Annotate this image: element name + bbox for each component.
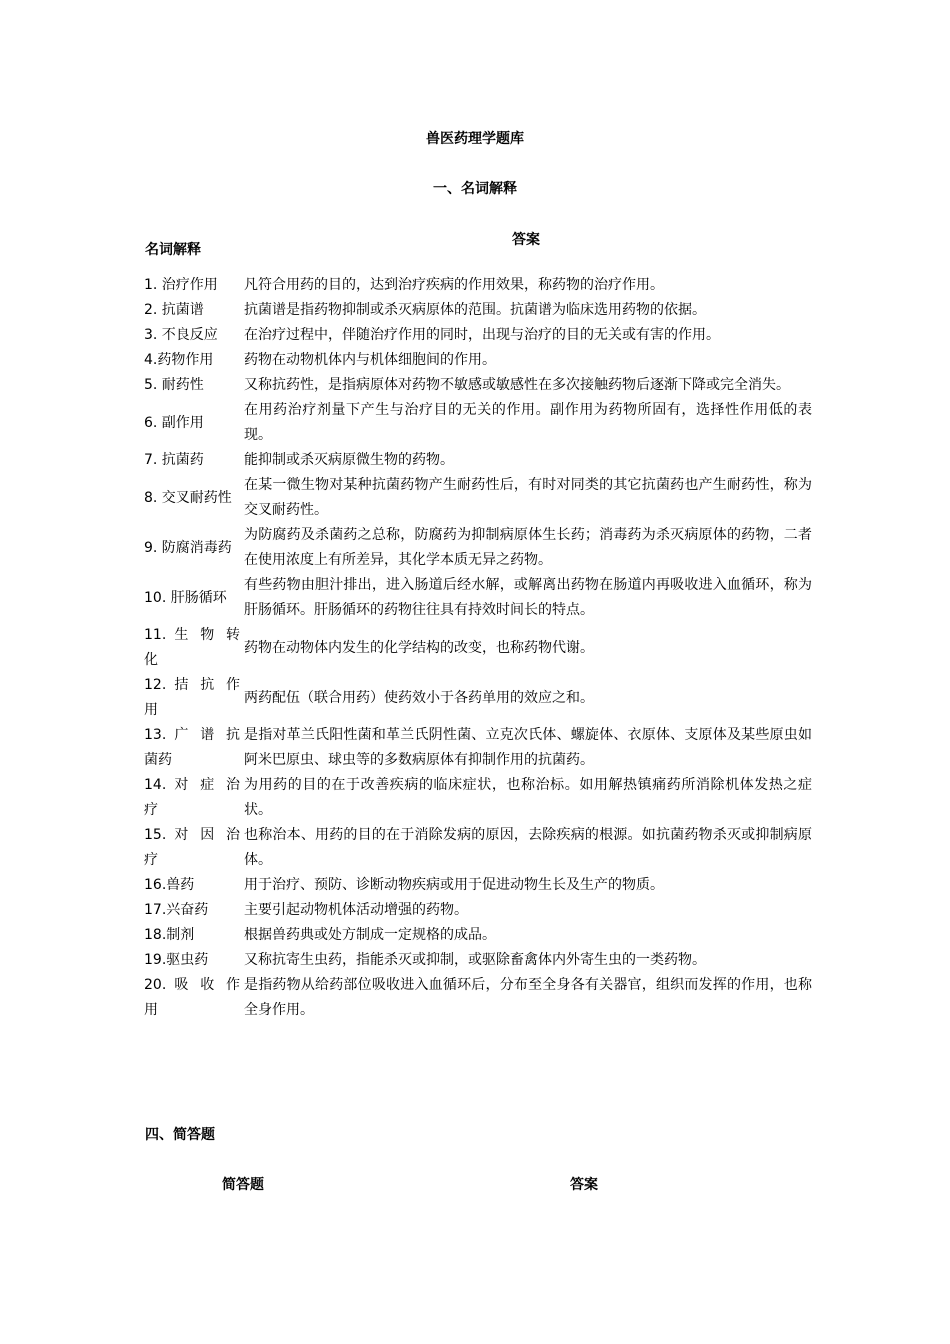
table-row [140, 273, 812, 298]
term-cell: 2. 抗菌谱 [144, 302, 204, 318]
answer-cell: 是指药物从给药部位吸收进入血循环后，分布至全身各有关器官，组织而发挥的作用，也称全身作用。 [244, 977, 812, 1018]
answer-cell: 主要引起动物机体活动增强的药物。 [244, 902, 468, 918]
table-row [140, 323, 812, 348]
term-cell: 13. 广 谱 抗 菌药 [144, 727, 240, 768]
answer-cell: 有些药物由胆汁排出，进入肠道后经水解，或解离出药物在肠道内再吸收进入血循环，称为肝肠循环。肝肠循环的药物往往具有持效时间长的特点。 [244, 577, 812, 618]
column-header-short-answer: 答案 [570, 1177, 598, 1193]
term-cell: 18.制剂 [144, 927, 195, 943]
column-header-term: 名词解释 [145, 242, 201, 258]
table-row [140, 373, 812, 398]
table-row [140, 823, 812, 873]
term-cell: 1. 治疗作用 [144, 277, 218, 293]
answer-cell: 在治疗过程中，伴随治疗作用的同时，出现与治疗的目的无关或有害的作用。 [244, 327, 720, 343]
glossary-table-body [140, 273, 812, 1023]
term-cell: 9. 防腐消毒药 [144, 539, 232, 556]
answer-cell: 根据兽药典或处方制成一定规格的成品。 [244, 927, 496, 943]
term-cell: 7. 抗菌药 [144, 452, 204, 468]
column-header-question: 简答题 [222, 1177, 264, 1193]
table-row [140, 473, 812, 523]
answer-cell: 在某一微生物对某种抗菌药物产生耐药性后，有时对同类的其它抗菌药也产生耐药性，称为交叉耐药性。 [244, 477, 812, 518]
table-row [140, 773, 812, 823]
table-row [140, 673, 812, 723]
term-cell: 20. 吸 收 作 用 [144, 977, 240, 1018]
table-row [140, 573, 812, 623]
answer-cell: 凡符合用药的目的，达到治疗疾病的作用效果，称药物的治疗作用。 [244, 277, 664, 293]
answer-cell: 药物在动物机体内与机体细胞间的作用。 [244, 352, 496, 368]
term-cell: 10. 肝肠循环 [144, 589, 227, 606]
answer-cell: 在用药治疗剂量下产生与治疗目的无关的作用。副作用为药物所固有，选择性作用低的表现。 [244, 402, 812, 443]
answer-cell: 药物在动物体内发生的化学结构的改变，也称药物代谢。 [244, 639, 594, 656]
table-row [140, 623, 812, 673]
term-cell: 14. 对 症 治 疗 [144, 777, 240, 818]
table-row [140, 348, 812, 373]
table-row [140, 898, 812, 923]
section-heading-glossary: 一、名词解释 [433, 181, 517, 197]
answer-cell: 为用药的目的在于改善疾病的临床症状，也称治标。如用解热镇痛药所消除机体发热之症状。 [244, 777, 812, 818]
term-cell: 5. 耐药性 [144, 377, 204, 393]
answer-cell: 又称抗药性，是指病原体对药物不敏感或敏感性在多次接触药物后逐渐下降或完全消失。 [244, 377, 790, 393]
term-cell: 16.兽药 [144, 877, 195, 893]
table-row [140, 923, 812, 948]
table-row [140, 398, 812, 448]
answer-cell: 又称抗寄生虫药，指能杀灭或抑制，或驱除畜禽体内外寄生虫的一类药物。 [244, 952, 706, 968]
term-cell: 15. 对 因 治 疗 [144, 827, 240, 868]
term-cell: 3. 不良反应 [144, 327, 218, 343]
term-cell: 17.兴奋药 [144, 902, 209, 918]
term-cell: 12. 拮 抗 作 用 [144, 677, 240, 718]
term-cell: 6. 副作用 [144, 414, 204, 431]
term-cell: 4.药物作用 [144, 352, 214, 368]
section-heading-short-answer: 四、简答题 [145, 1127, 215, 1143]
answer-cell: 抗菌谱是指药物抑制或杀灭病原体的范围。抗菌谱为临床选用药物的依据。 [244, 302, 706, 318]
table-row [140, 873, 812, 898]
document-title: 兽医药理学题库 [426, 131, 524, 147]
column-header-answer: 答案 [512, 232, 540, 248]
term-cell: 19.驱虫药 [144, 952, 209, 968]
table-row [140, 448, 812, 473]
term-cell: 11. 生 物 转 化 [144, 627, 240, 668]
table-row [140, 973, 812, 1023]
answer-cell: 用于治疗、预防、诊断动物疾病或用于促进动物生长及生产的物质。 [244, 877, 664, 893]
table-row [140, 523, 812, 573]
answer-cell: 两药配伍（联合用药）使药效小于各药单用的效应之和。 [244, 689, 594, 706]
answer-cell: 能抑制或杀灭病原微生物的药物。 [244, 452, 454, 468]
table-row [140, 298, 812, 323]
term-cell: 8. 交叉耐药性 [144, 489, 232, 506]
answer-cell: 为防腐药及杀菌药之总称，防腐药为抑制病原体生长药；消毒药为杀灭病原体的药物，二者在使用浓度上有所差异，其化学本质无异之药物。 [244, 527, 812, 568]
glossary-table [140, 273, 812, 1023]
answer-cell: 也称治本、用药的目的在于消除发病的原因，去除疾病的根源。如抗菌药物杀灭或抑制病原体。 [244, 827, 812, 868]
answer-cell: 是指对革兰氏阳性菌和革兰氏阴性菌、立克次氏体、螺旋体、衣原体、支原体及某些原虫如阿米巴原虫、球虫等的多数病原体有抑制作用的抗菌药。 [244, 727, 812, 768]
table-row [140, 723, 812, 773]
table-row [140, 948, 812, 973]
